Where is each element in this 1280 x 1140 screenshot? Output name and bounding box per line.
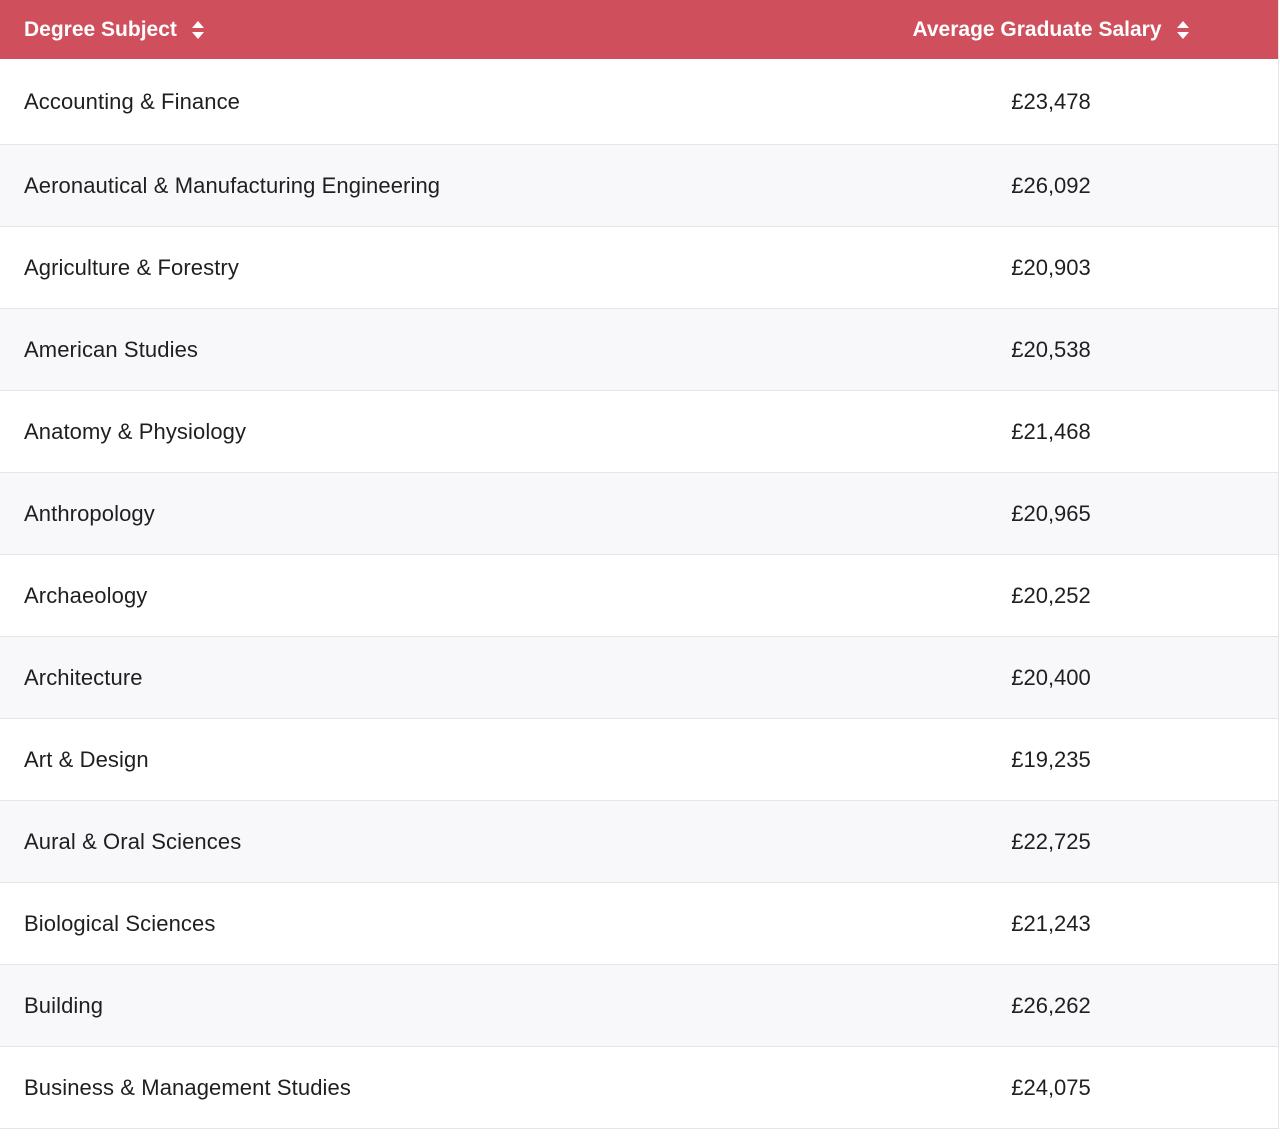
degree-subject-cell: Art & Design [24,746,149,772]
table-row [0,59,1278,145]
salary-cell: £26,262 [1011,992,1091,1018]
degree-subject-cell: American Studies [24,336,199,362]
table-row [0,145,1278,227]
salary-cell: £21,468 [1011,418,1091,444]
header-average-graduate-salary-label: Average Graduate Salary [912,17,1162,41]
salary-cell: £24,075 [1011,1074,1091,1100]
degree-subject-cell: Aeronautical & Manufacturing Engineering [24,172,441,198]
degree-subject-cell: Anatomy & Physiology [24,418,247,444]
table-row [0,473,1278,555]
table-row [0,637,1278,719]
salary-cell: £19,235 [1011,746,1091,772]
sort-icon[interactable] [1176,20,1190,40]
salary-cell: £20,400 [1011,664,1091,690]
header-degree-subject[interactable] [0,18,840,42]
sort-icon[interactable] [191,20,205,40]
degree-subject-cell: Anthropology [24,500,155,526]
degree-subject-cell: Accounting & Finance [24,88,241,114]
header-average-graduate-salary[interactable] [824,18,1278,42]
salary-cell: £20,965 [1011,500,1091,526]
degree-subject-cell: Agriculture & Forestry [24,254,239,280]
table-row [0,719,1278,801]
salary-cell: £20,903 [1011,254,1091,280]
table-row [0,883,1278,965]
degree-subject-cell: Business & Management Studies [24,1074,351,1100]
table-body [0,59,1278,1129]
table-row [0,965,1278,1047]
degree-subject-cell: Biological Sciences [24,910,216,936]
salary-cell: £26,092 [1011,172,1091,198]
table-row [0,309,1278,391]
table-row [0,555,1278,637]
salary-cell: £20,538 [1011,336,1091,362]
degree-subject-cell: Building [24,992,104,1018]
table-row [0,1047,1278,1129]
table-header [0,0,1278,59]
salary-cell: £23,478 [1011,88,1091,114]
degree-subject-cell: Aural & Oral Sciences [24,828,242,854]
degree-subject-cell: Architecture [24,664,143,690]
table-row [0,227,1278,309]
salary-cell: £20,252 [1011,582,1091,608]
table-row [0,391,1278,473]
header-degree-subject-label: Degree Subject [24,17,177,41]
salary-cell: £21,243 [1011,910,1091,936]
salary-cell: £22,725 [1011,828,1091,854]
degree-subject-cell: Archaeology [24,582,148,608]
table-row [0,801,1278,883]
